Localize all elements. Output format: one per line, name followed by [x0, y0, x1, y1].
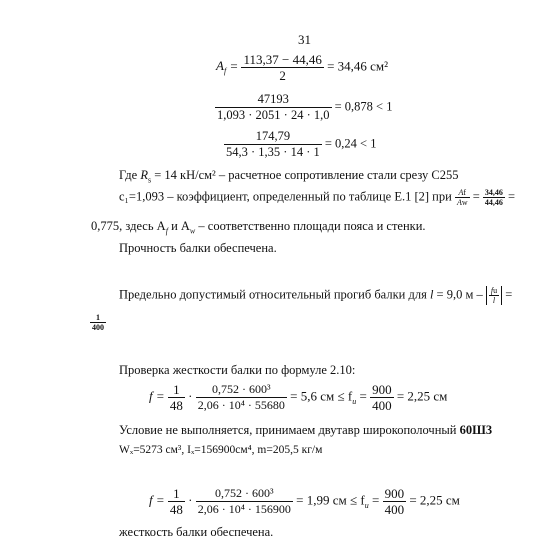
strength-conclusion: Прочность балки обеспечена.	[119, 241, 277, 255]
c1-definition: c₁=1,093 – коэффициент, определенный по таблице Е.1 [2] при $\frac{Af}{Aw}$ = $\frac{34,46}{44,46}$ =	[119, 188, 516, 207]
stiffness-conclusion: жесткость балки обеспечена.	[119, 525, 274, 539]
formula-af: $A_f$ = $\frac{113,37 - 44,46}{2}$ = 34,46 см²	[216, 52, 389, 83]
deflection-limit: Предельно допустимый относительный прогиб балки для l = 9,0 м – $\frac{fu}{l}$ =	[119, 286, 513, 305]
fraction: $\frac{113,37 - 44,46}{2}$	[243, 52, 322, 83]
section-properties: Wₓ=5273 см³, Iₓ=156900см⁴, m=205,5 кг/м	[119, 444, 323, 456]
deflection-value: $\frac{1}{400}$	[92, 313, 104, 332]
fraction: $\frac{174,79}{54,3 \cdot 1,35 \cdot 14 \cdot 1}$	[226, 129, 320, 159]
formula-af-lhs: $A_f$	[216, 58, 227, 77]
formula-deflection-1: f = $\frac{1}{48}$ · $\frac{\text{0,752 · 600³}}{\text{2,06 · 10⁴ · 55680}}$ = 5,6 см ≤ $f_u$ = $\frac{900}{400}$ = 2,25 см	[149, 382, 448, 413]
formula-ratio-1: $\frac{47193}{1,093 \cdot 2051 \cdot 24 \cdot 1,0}$ = 0,878 < 1	[217, 92, 393, 122]
page-number: 31	[298, 32, 311, 47]
formula-deflection-2: f = $\frac{1}{48}$ · $\frac{\text{0,752 · 600³}}{\text{2,06 · 10⁴ · 156900}}$ = 1,99 см ≤ $f_u$ = $\frac{900}{400}$ = 2,25 см	[149, 486, 460, 517]
c1-continuation: 0,775, здесь $A_f$ и $A_w$ – соответственно площади пояса и стенки.	[91, 219, 426, 236]
bracket-fraction: $\frac{fu}{l}$	[486, 286, 502, 305]
area-values-fraction: $\frac{34,46}{44,46}$	[484, 188, 503, 207]
stiffness-check-title: Проверка жесткости балки по формуле 2.10:	[119, 363, 356, 377]
area-ratio-fraction: $\frac{Af}{Aw}$	[456, 188, 468, 207]
rs-definition: Где $R_s = 14$ кН/см² – расчетное сопротивление стали срезу С255	[119, 168, 459, 185]
formula-ratio-2: $\frac{174,79}{54,3 \cdot 1,35 \cdot 14 \cdot 1}$ = 0,24 < 1	[226, 129, 377, 159]
fraction: $\frac{47193}{1,093 \cdot 2051 \cdot 24 \cdot 1,0}$	[217, 92, 330, 122]
condition-not-met: Условие не выполняется, принимаем двутавр широкополочный 60Ш3	[119, 423, 493, 437]
